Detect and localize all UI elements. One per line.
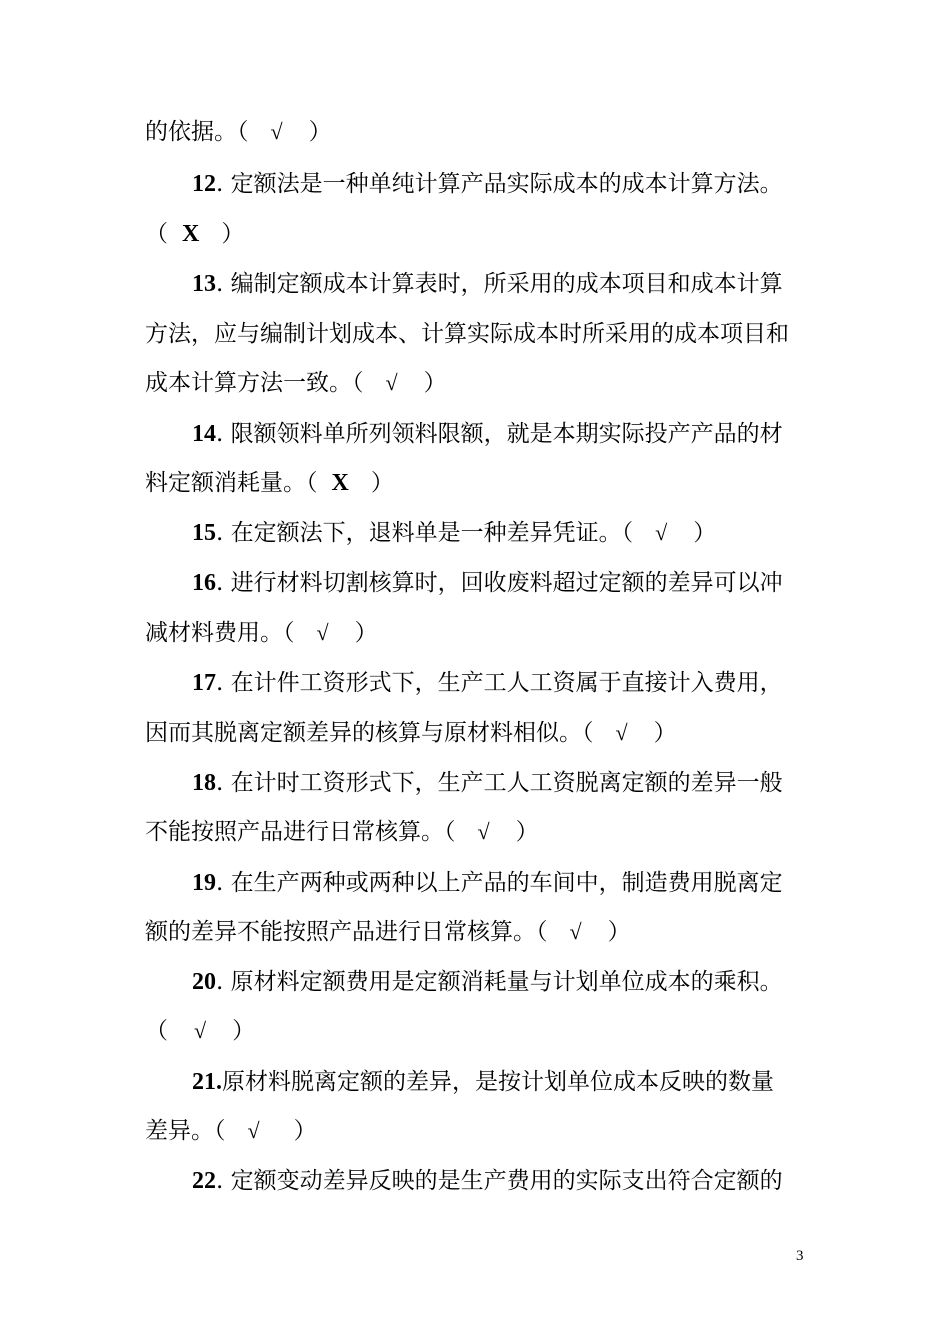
page-number: 3 bbox=[796, 1248, 804, 1264]
check-mark-icon: √ bbox=[247, 1118, 260, 1143]
text-line bbox=[145, 468, 810, 498]
text-line bbox=[145, 368, 810, 398]
line-text: 成本计算方法一致。（ bbox=[145, 370, 364, 396]
text-line bbox=[192, 668, 810, 698]
text-line bbox=[192, 868, 810, 898]
check-mark-icon: √ bbox=[615, 720, 628, 745]
line-text: . 定额法是一种单纯计算产品实际成本的成本计算方法。 bbox=[216, 171, 783, 197]
closing-paren: ） bbox=[293, 1118, 317, 1144]
question-number: 18 bbox=[192, 770, 216, 796]
line-text: . 在生产两种或两种以上产品的车间中，制造费用脱离定 bbox=[216, 870, 783, 896]
question-number: 20 bbox=[192, 969, 216, 995]
check-mark-icon: √ bbox=[385, 370, 398, 395]
closing-paren: ） bbox=[653, 720, 677, 746]
text-line bbox=[192, 1166, 810, 1196]
line-text: 因而其脱离定额差异的核算与原材料相似。（ bbox=[145, 720, 594, 746]
text-line bbox=[192, 518, 810, 548]
text-line bbox=[145, 319, 810, 349]
closing-paren: ） bbox=[354, 620, 378, 646]
text-line bbox=[145, 917, 810, 947]
cross-mark-icon: X bbox=[331, 470, 349, 496]
text-line bbox=[192, 768, 810, 798]
text-line bbox=[145, 117, 810, 147]
closing-paren: ） bbox=[693, 520, 717, 546]
text-line bbox=[192, 1067, 810, 1097]
question-number: 12 bbox=[192, 171, 216, 197]
line-text: . 在定额法下，退料单是一种差异凭证。（ bbox=[216, 520, 634, 546]
line-text: . 在计件工资形式下，生产工人工资属于直接计入费用， bbox=[216, 670, 783, 696]
text-line bbox=[145, 817, 810, 847]
text-line bbox=[145, 219, 810, 249]
line-text: （ bbox=[145, 1018, 168, 1044]
check-mark-icon: √ bbox=[477, 819, 490, 844]
check-mark-icon: √ bbox=[569, 919, 582, 944]
line-text: . 原材料定额费用是定额消耗量与计划单位成本的乘积。 bbox=[216, 969, 783, 995]
line-text: 的依据。（ bbox=[145, 119, 249, 145]
text-line bbox=[145, 1016, 810, 1046]
text-line bbox=[192, 419, 810, 449]
line-text: 不能按照产品进行日常核算。（ bbox=[145, 819, 456, 845]
line-text: 额的差异不能按照产品进行日常核算。（ bbox=[145, 919, 548, 945]
text-line bbox=[192, 269, 810, 299]
closing-paren: ） bbox=[515, 819, 539, 845]
line-text: . 定额变动差异反映的是生产费用的实际支出符合定额的 bbox=[216, 1168, 783, 1194]
text-line bbox=[192, 967, 810, 997]
question-number: 14 bbox=[192, 421, 216, 447]
question-number: 21. bbox=[192, 1069, 222, 1095]
text-line bbox=[145, 718, 810, 748]
check-mark-icon: √ bbox=[194, 1018, 207, 1043]
line-text: 减材料费用。（ bbox=[145, 620, 295, 646]
line-text: . 在计时工资形式下，生产工人工资脱离定额的差异一般 bbox=[216, 770, 783, 796]
text-line bbox=[145, 1116, 810, 1146]
check-mark-icon: √ bbox=[270, 119, 283, 144]
closing-paren: ） bbox=[370, 470, 394, 496]
line-text: . 编制定额成本计算表时，所采用的成本项目和成本计算 bbox=[216, 271, 783, 297]
closing-paren: ） bbox=[607, 919, 631, 945]
question-number: 15 bbox=[192, 520, 216, 546]
check-mark-icon: √ bbox=[655, 520, 668, 545]
question-number: 22 bbox=[192, 1168, 216, 1194]
question-number: 16 bbox=[192, 570, 216, 596]
closing-paren: ） bbox=[423, 370, 447, 396]
closing-paren: ） bbox=[232, 1018, 256, 1044]
text-line bbox=[192, 169, 810, 199]
closing-paren: ） bbox=[221, 221, 245, 247]
line-text: 料定额消耗量。（ bbox=[145, 470, 318, 496]
line-text: 方法，应与编制计划成本、计算实际成本时所采用的成本项目和 bbox=[145, 321, 789, 347]
question-number: 13 bbox=[192, 271, 216, 297]
line-text: （ bbox=[145, 221, 168, 247]
text-line bbox=[145, 618, 810, 648]
text-line bbox=[192, 568, 810, 598]
question-number: 17 bbox=[192, 670, 216, 696]
question-number: 19 bbox=[192, 870, 216, 896]
line-text: 差异。（ bbox=[145, 1118, 226, 1144]
line-text: . 限额领料单所列领料限额，就是本期实际投产产品的材 bbox=[216, 421, 783, 447]
line-text: . 进行材料切割核算时，回收废料超过定额的差异可以冲 bbox=[216, 570, 783, 596]
cross-mark-icon: X bbox=[182, 221, 200, 247]
line-text: 原材料脱离定额的差异，是按计划单位成本反映的数量 bbox=[222, 1069, 774, 1095]
closing-paren: ） bbox=[308, 119, 332, 145]
check-mark-icon: √ bbox=[316, 620, 329, 645]
